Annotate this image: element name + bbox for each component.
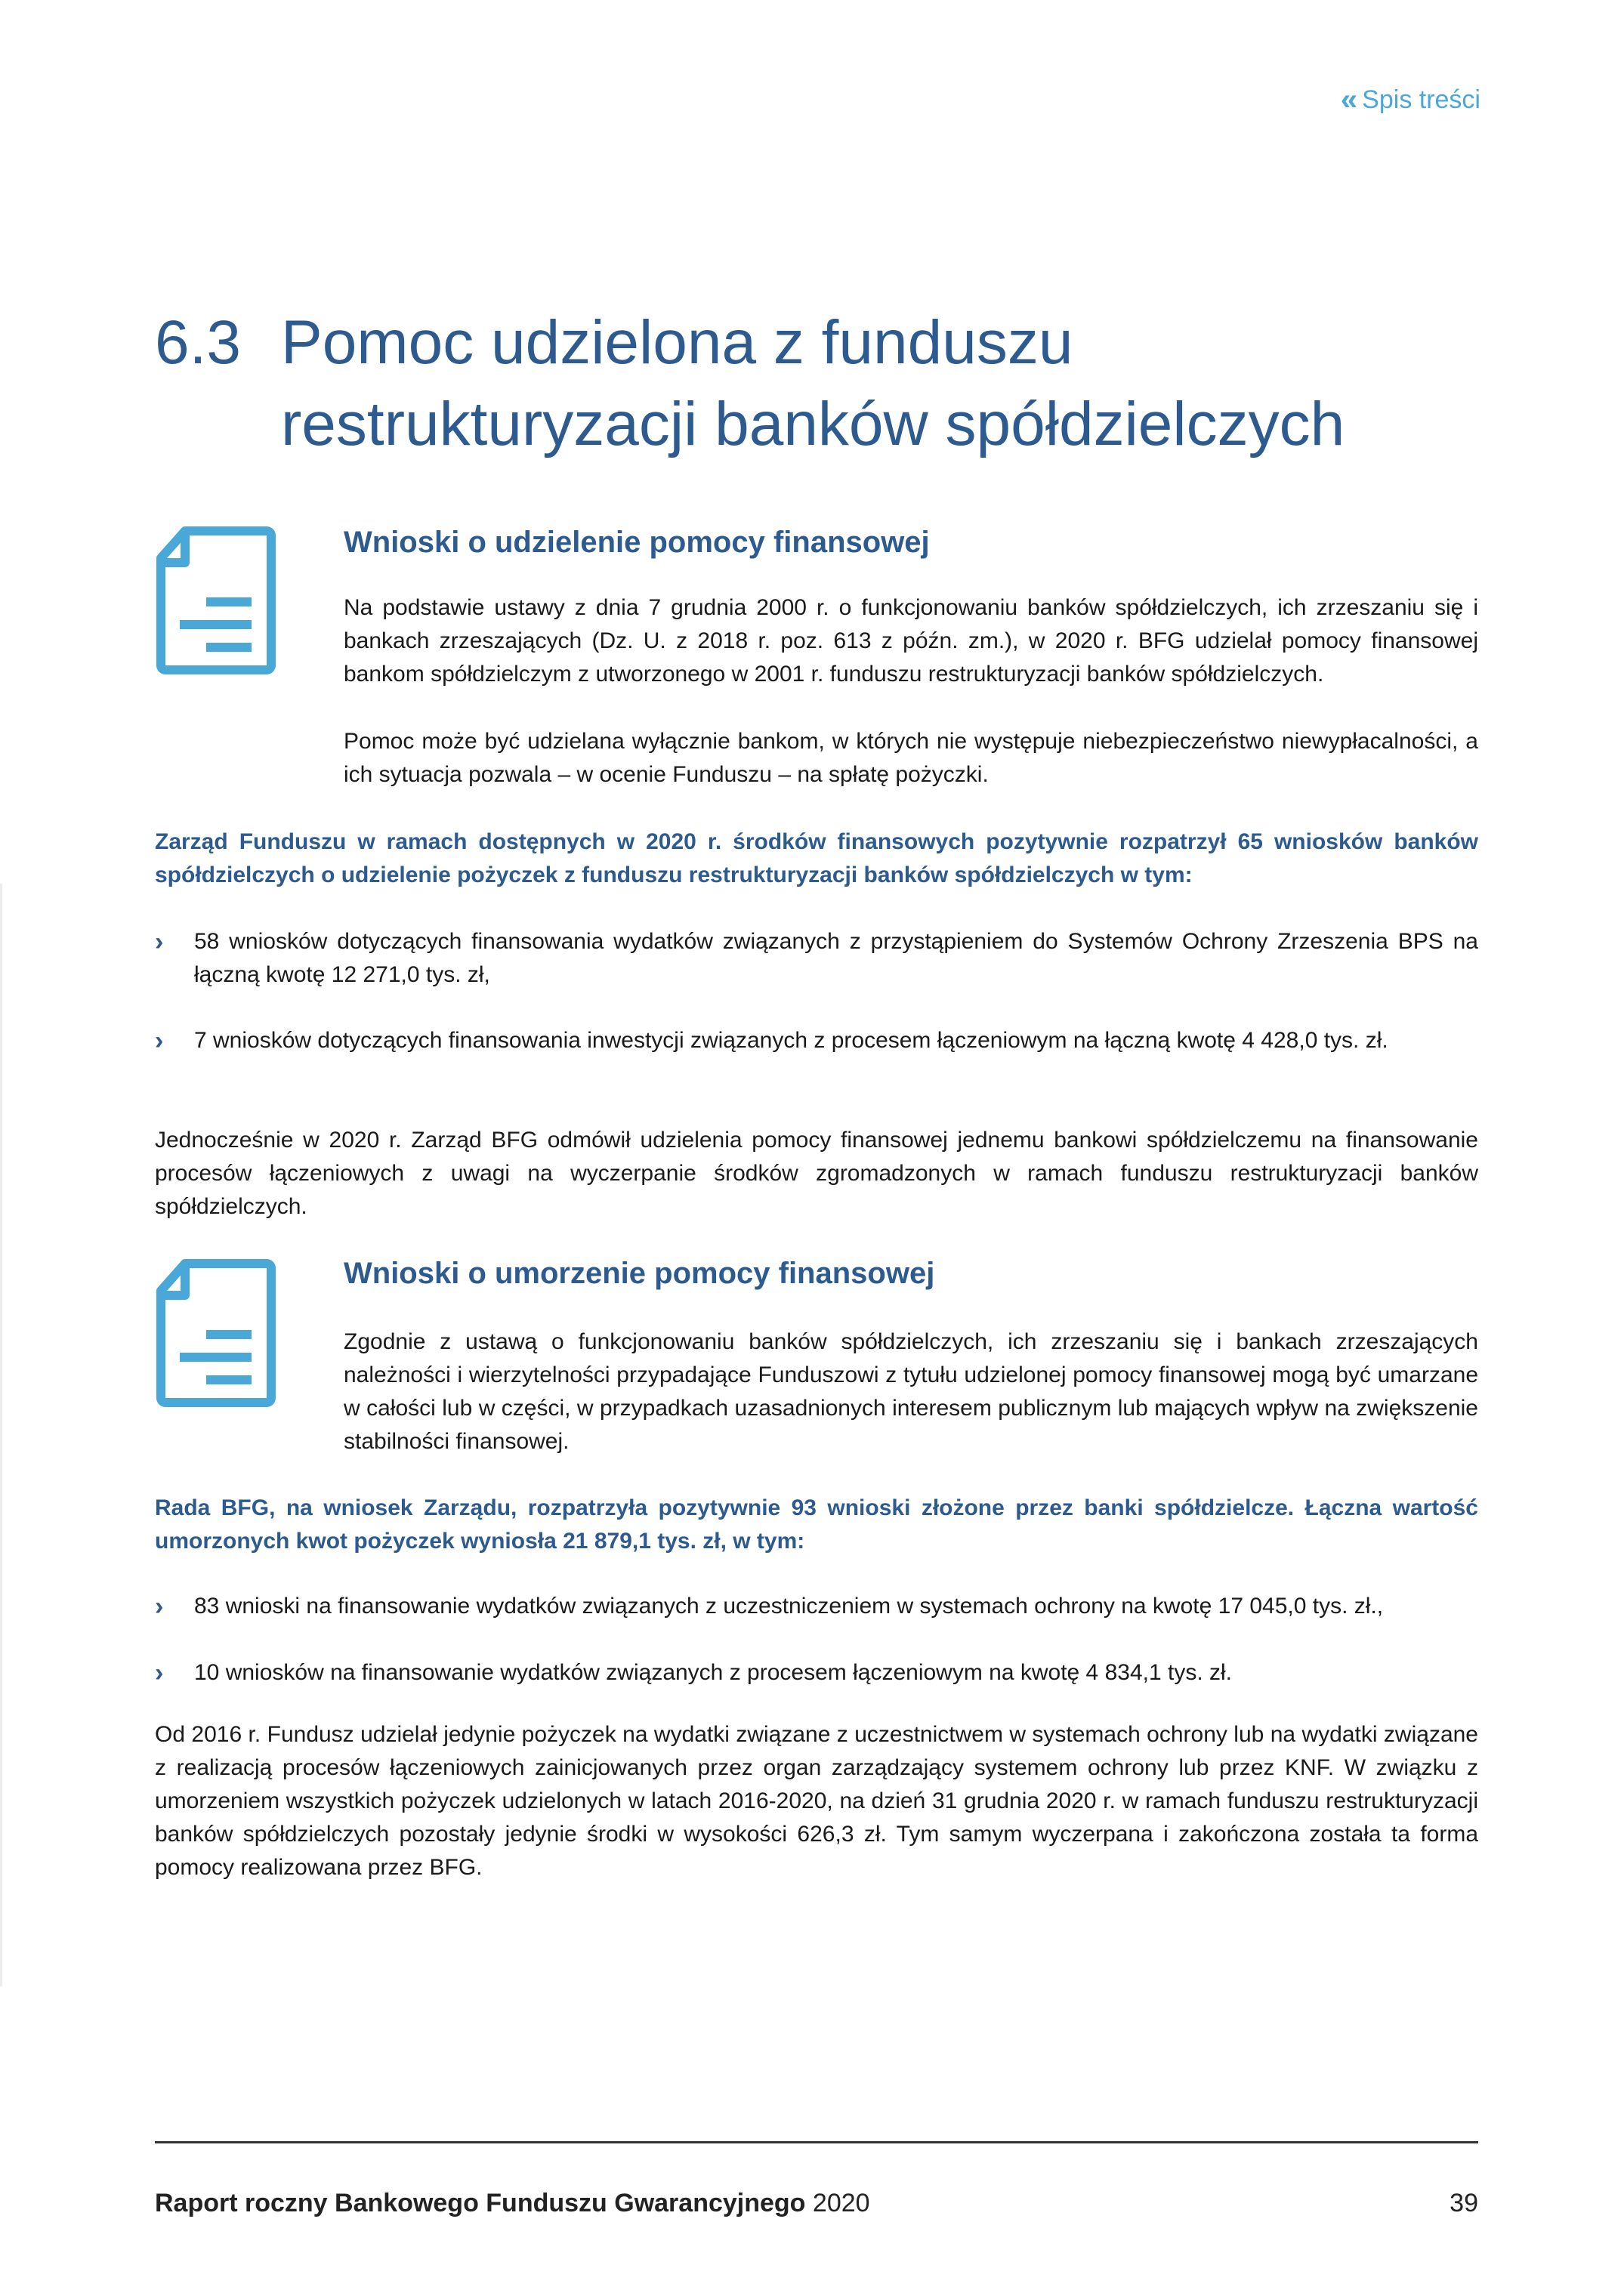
list-item xyxy=(155,1590,1478,1623)
chevron-right-icon: › xyxy=(155,1659,164,1687)
subheading-loan-remission: Wnioski o umorzenie pomocy finansowej xyxy=(344,1257,935,1290)
list-item-text: 10 wniosków na finansowanie wydatków związanych z procesem łączeniowym na kwotę 4 834,1 tys. zł. xyxy=(194,1660,1232,1685)
list-item-text: 7 wniosków dotyczących finansowania inwestycji związanych z procesem łączeniowym na łączną kwotę 4 428,0 tys. zł. xyxy=(194,1028,1388,1053)
document-icon xyxy=(155,1258,276,1409)
chevron-right-icon: › xyxy=(155,927,164,956)
list-item xyxy=(155,925,1478,992)
paragraph-eligibility: Pomoc może być udzielana wyłącznie bankom, w których nie występuje niebezpieczeństwo niewypłacalności, a ich sytuacja pozwala – w ocenie Funduszu – na spłatę pożyczki. xyxy=(344,729,1478,787)
list-item-text: 58 wniosków dotyczących finansowania wydatków związanych z przystąpieniem do Systemów Ochrony Zrzeszenia BPS na łączną kwotę 12 271,0 tys. zł, xyxy=(194,929,1478,987)
footer-report-title xyxy=(155,2186,870,2220)
paragraph-legal-basis: Na podstawie ustawy z dnia 7 grudnia 2000 r. o funkcjonowaniu banków spółdzielczych, ich zrzeszaniu się i bankach zrzeszających (Dz. U. z 2018 r. poz. 613 z późn. zm.), w 2020 r. BFG udzielał pomocy finansowej bankom spółdzielczym z utworzonego w 2001 r. funduszu restrukturyzacji banków spółdzielczych. xyxy=(344,595,1478,687)
footer-divider xyxy=(155,2141,1478,2143)
list-item xyxy=(155,1656,1478,1690)
footer-report-name: Raport roczny Bankowego Funduszu Gwarancyjnego xyxy=(155,2189,806,2217)
paragraph-refusal: Jednocześnie w 2020 r. Zarząd BFG odmówił udzielenia pomocy finansowej jednemu bankowi spółdzielczemu na finansowanie procesów łączeniowych z uwagi na wyczerpanie środków zgromadzonych w ramach funduszu restrukturyzacji banków spółdzielczych. xyxy=(155,1128,1478,1219)
document-icon xyxy=(155,525,276,676)
section-title-line1: Pomoc udzielona z funduszu xyxy=(281,308,1073,377)
page-number: 39 xyxy=(1450,2189,1478,2217)
paragraph-conclusion: Od 2016 r. Fundusz udzielał jedynie pożyczek na wydatki związane z uczestnictwem w systemach ochrony lub na wydatki związane z realizacją procesów łączeniowych zainicjowanych przez organ zarządzający systemem ochrony lub przez KNF. W związku z umorzeniem wszystkich pożyczek udzielonych w latach 2016-2020, na dzień 31 grudnia 2020 r. w ramach funduszu restrukturyzacji banków spółdzielczych pozostały jedynie środki w wysokości 626,3 zł. Tym samym wyczerpana i zakończona została ta forma pomocy realizowana przez BFG. xyxy=(155,1722,1478,1880)
page-edge-line xyxy=(0,884,2,1986)
section-title-text xyxy=(281,302,1345,465)
list-item xyxy=(155,1024,1478,1057)
list-item-text: 83 wnioski na finansowanie wydatków związanych z uczestniczeniem w systemach ochrony na kwotę 17 045,0 tys. zł., xyxy=(194,1594,1384,1619)
paragraph-council-decision: Rada BFG, na wniosek Zarządu, rozpatrzyła pozytywnie 93 wnioski złożone przez banki spółdzielcze. Łączna wartość umorzonych kwot pożyczek wyniosła 21 879,1 tys. zł, w tym: xyxy=(155,1495,1478,1554)
chevron-right-icon: › xyxy=(155,1592,164,1621)
paragraph-board-decision: Zarząd Funduszu w ramach dostępnych w 2020 r. środków finansowych pozytywnie rozpatrzył 65 wniosków banków spółdzielczych o udzielenie pożyczek z funduszu restrukturyzacji banków spółdzielczych w tym: xyxy=(155,829,1478,887)
subheading-loan-applications: Wnioski o udzielenie pomocy finansowej xyxy=(344,526,930,559)
chevron-right-icon: › xyxy=(155,1026,164,1055)
footer-report-year: 2020 xyxy=(812,2189,870,2217)
section-title-line2: restrukturyzacji banków spółdzielczych xyxy=(281,390,1345,458)
section-title xyxy=(155,302,1484,465)
paragraph-remission-basis: Zgodnie z ustawą o funkcjonowaniu banków spółdzielczych, ich zrzeszaniu się i bankach zrzeszających należności i wierzytelności przypadające Funduszowi z tytułu udzielonej pomocy finansowej mogą być umarzane w całości lub w części, w przypadkach uzasadnionych interesem publicznym lub mających wpływ na zwiększenie stabilności finansowej. xyxy=(344,1329,1478,1454)
double-chevron-left-icon: « xyxy=(1340,83,1354,116)
section-number: 6.3 xyxy=(155,308,241,377)
toc-link-label: Spis treści xyxy=(1362,85,1480,114)
table-of-contents-link[interactable] xyxy=(1341,85,1480,115)
